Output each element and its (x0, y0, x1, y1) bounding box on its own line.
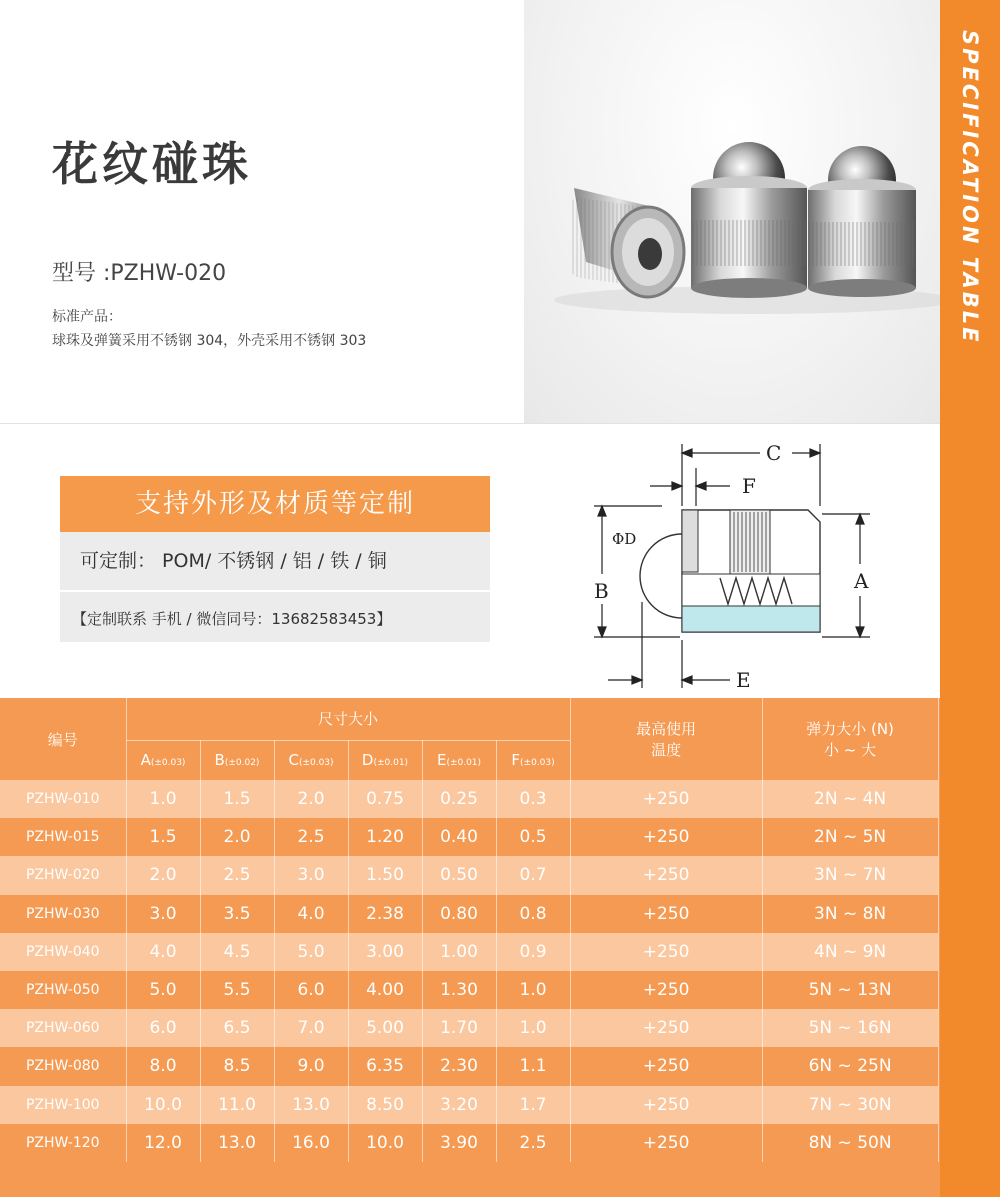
header-size: 尺寸大小 (126, 698, 570, 740)
cell-temp: +250 (570, 818, 762, 856)
header-temperature-line1: 最高使用 (636, 720, 697, 738)
cell-e: 3.20 (422, 1086, 496, 1124)
cell-c: 7.0 (274, 1009, 348, 1047)
cell-b: 13.0 (200, 1124, 274, 1162)
header-dim-tolerance: (±0.03) (298, 758, 334, 769)
cell-e: 0.50 (422, 856, 496, 894)
cell-d: 2.38 (348, 895, 422, 933)
cell-f: 1.7 (496, 1086, 570, 1124)
cell-c: 5.0 (274, 933, 348, 971)
header-dim-d (348, 740, 422, 780)
cell-b: 11.0 (200, 1086, 274, 1124)
standard-description: 球珠及弹簧采用不锈钢 304，外壳采用不锈钢 303 (52, 333, 367, 349)
table-row (0, 780, 938, 818)
cell-code: PZHW-120 (0, 1124, 126, 1162)
cell-f: 0.5 (496, 818, 570, 856)
table-row (0, 933, 938, 971)
table-row (0, 895, 938, 933)
product-title: 花纹碰珠 (52, 137, 252, 191)
cell-e: 1.30 (422, 971, 496, 1009)
cell-b: 8.5 (200, 1047, 274, 1085)
cell-f: 0.3 (496, 780, 570, 818)
cell-b: 5.5 (200, 971, 274, 1009)
cell-code: PZHW-010 (0, 780, 126, 818)
cell-a: 8.0 (126, 1047, 200, 1085)
cell-a: 6.0 (126, 1009, 200, 1047)
cell-d: 1.50 (348, 856, 422, 894)
cell-c: 6.0 (274, 971, 348, 1009)
header-code: 编号 (0, 698, 126, 780)
cell-c: 2.5 (274, 818, 348, 856)
cell-b: 1.5 (200, 780, 274, 818)
dimension-diagram (580, 436, 880, 698)
label-e: E (736, 668, 751, 692)
label-c: C (766, 441, 782, 465)
header-dim-tolerance: (±0.03) (150, 758, 186, 769)
cell-temp: +250 (570, 1047, 762, 1085)
cell-c: 9.0 (274, 1047, 348, 1085)
cell-force: 7N ~ 30N (762, 1086, 938, 1124)
table-row (0, 818, 938, 856)
cell-temp: +250 (570, 971, 762, 1009)
cell-a: 5.0 (126, 971, 200, 1009)
header-dim-c (274, 740, 348, 780)
header-dim-tolerance: (±0.03) (520, 758, 555, 769)
label-f: F (742, 474, 756, 498)
customization-contact: 【定制联系 手机 / 微信同号：13682583453】 (72, 610, 392, 628)
table-header-row (0, 698, 938, 740)
header-force-line1: 弹力大小 (N) (806, 720, 894, 738)
customization-headline: 支持外形及材质等定制 (60, 476, 490, 532)
cell-e: 0.80 (422, 895, 496, 933)
cell-code: PZHW-015 (0, 818, 126, 856)
cell-d: 3.00 (348, 933, 422, 971)
cell-a: 2.0 (126, 856, 200, 894)
cell-c: 13.0 (274, 1086, 348, 1124)
table-row (0, 856, 938, 894)
cell-code: PZHW-020 (0, 856, 126, 894)
table-row (0, 971, 938, 1009)
cell-d: 1.20 (348, 818, 422, 856)
specification-table (0, 698, 939, 1162)
cell-force: 2N ~ 4N (762, 780, 938, 818)
cell-f: 1.0 (496, 971, 570, 1009)
cell-force: 8N ~ 50N (762, 1124, 938, 1162)
cell-d: 6.35 (348, 1047, 422, 1085)
product-model: 型号 :PZHW-020 (52, 261, 227, 286)
label-b: B (594, 579, 609, 603)
cell-e: 0.40 (422, 818, 496, 856)
header-dim-tolerance: (±0.01) (373, 758, 409, 769)
header-dim-a (126, 740, 200, 780)
header-force (762, 698, 938, 780)
product-header (0, 0, 940, 424)
header-dim-letter: C (288, 751, 299, 770)
cell-f: 0.7 (496, 856, 570, 894)
cell-c: 3.0 (274, 856, 348, 894)
cell-e: 3.90 (422, 1124, 496, 1162)
cell-f: 1.0 (496, 1009, 570, 1047)
header-temperature (570, 698, 762, 780)
header-dim-tolerance: (±0.01) (446, 758, 482, 769)
cell-c: 4.0 (274, 895, 348, 933)
cell-code: PZHW-030 (0, 895, 126, 933)
sidebar-title: SPECIFICATION TABLE (958, 30, 982, 345)
table-row (0, 1047, 938, 1085)
cell-a: 1.0 (126, 780, 200, 818)
cell-e: 0.25 (422, 780, 496, 818)
cell-temp: +250 (570, 1124, 762, 1162)
cell-temp: +250 (570, 895, 762, 933)
cell-code: PZHW-100 (0, 1086, 126, 1124)
cell-b: 6.5 (200, 1009, 274, 1047)
table-row (0, 1086, 938, 1124)
cell-b: 2.0 (200, 818, 274, 856)
header-dim-f (496, 740, 570, 780)
header-force-line2: 小 ~ 大 (824, 741, 877, 759)
table-body (0, 780, 938, 1162)
cell-force: 6N ~ 25N (762, 1047, 938, 1085)
product-photo-illustration (524, 0, 940, 423)
cell-a: 1.5 (126, 818, 200, 856)
cell-e: 1.70 (422, 1009, 496, 1047)
cell-b: 2.5 (200, 856, 274, 894)
customization-divider (60, 590, 490, 592)
header-dim-e (422, 740, 496, 780)
cell-d: 5.00 (348, 1009, 422, 1047)
label-d: ΦD (612, 530, 637, 548)
cell-b: 3.5 (200, 895, 274, 933)
table-row (0, 1124, 938, 1162)
cell-a: 12.0 (126, 1124, 200, 1162)
customization-materials: 可定制： POM/ 不锈钢 / 铝 / 铁 / 铜 (80, 550, 387, 572)
cell-force: 2N ~ 5N (762, 818, 938, 856)
cell-f: 2.5 (496, 1124, 570, 1162)
cell-force: 5N ~ 13N (762, 971, 938, 1009)
cell-b: 4.5 (200, 933, 274, 971)
cell-force: 4N ~ 9N (762, 933, 938, 971)
standard-label: 标准产品： (52, 309, 122, 325)
header-dim-b (200, 740, 274, 780)
header-dim-letter: D (361, 751, 374, 770)
cell-a: 10.0 (126, 1086, 200, 1124)
cell-f: 1.1 (496, 1047, 570, 1085)
product-photo (524, 0, 940, 423)
header-temperature-line2: 温度 (651, 741, 682, 759)
header-dim-tolerance: (±0.02) (224, 758, 260, 769)
cell-f: 0.9 (496, 933, 570, 971)
cell-d: 0.75 (348, 780, 422, 818)
header-dim-letter: B (214, 751, 225, 770)
cell-a: 3.0 (126, 895, 200, 933)
cell-force: 5N ~ 16N (762, 1009, 938, 1047)
header-dim-letter: F (511, 751, 521, 770)
cell-temp: +250 (570, 933, 762, 971)
cell-code: PZHW-050 (0, 971, 126, 1009)
label-a: A (854, 569, 869, 593)
header-dim-letter: E (436, 751, 447, 770)
cell-e: 2.30 (422, 1047, 496, 1085)
cell-c: 16.0 (274, 1124, 348, 1162)
cell-force: 3N ~ 7N (762, 856, 938, 894)
cell-d: 10.0 (348, 1124, 422, 1162)
cell-temp: +250 (570, 1009, 762, 1047)
cell-code: PZHW-040 (0, 933, 126, 971)
cell-temp: +250 (570, 856, 762, 894)
cell-code: PZHW-080 (0, 1047, 126, 1085)
cell-code: PZHW-060 (0, 1009, 126, 1047)
cell-a: 4.0 (126, 933, 200, 971)
table-row (0, 1009, 938, 1047)
cell-temp: +250 (570, 1086, 762, 1124)
cell-d: 4.00 (348, 971, 422, 1009)
header-dim-letter: A (140, 751, 151, 770)
cell-d: 8.50 (348, 1086, 422, 1124)
cell-f: 0.8 (496, 895, 570, 933)
cell-force: 3N ~ 8N (762, 895, 938, 933)
cell-e: 1.00 (422, 933, 496, 971)
cell-temp: +250 (570, 780, 762, 818)
cell-c: 2.0 (274, 780, 348, 818)
